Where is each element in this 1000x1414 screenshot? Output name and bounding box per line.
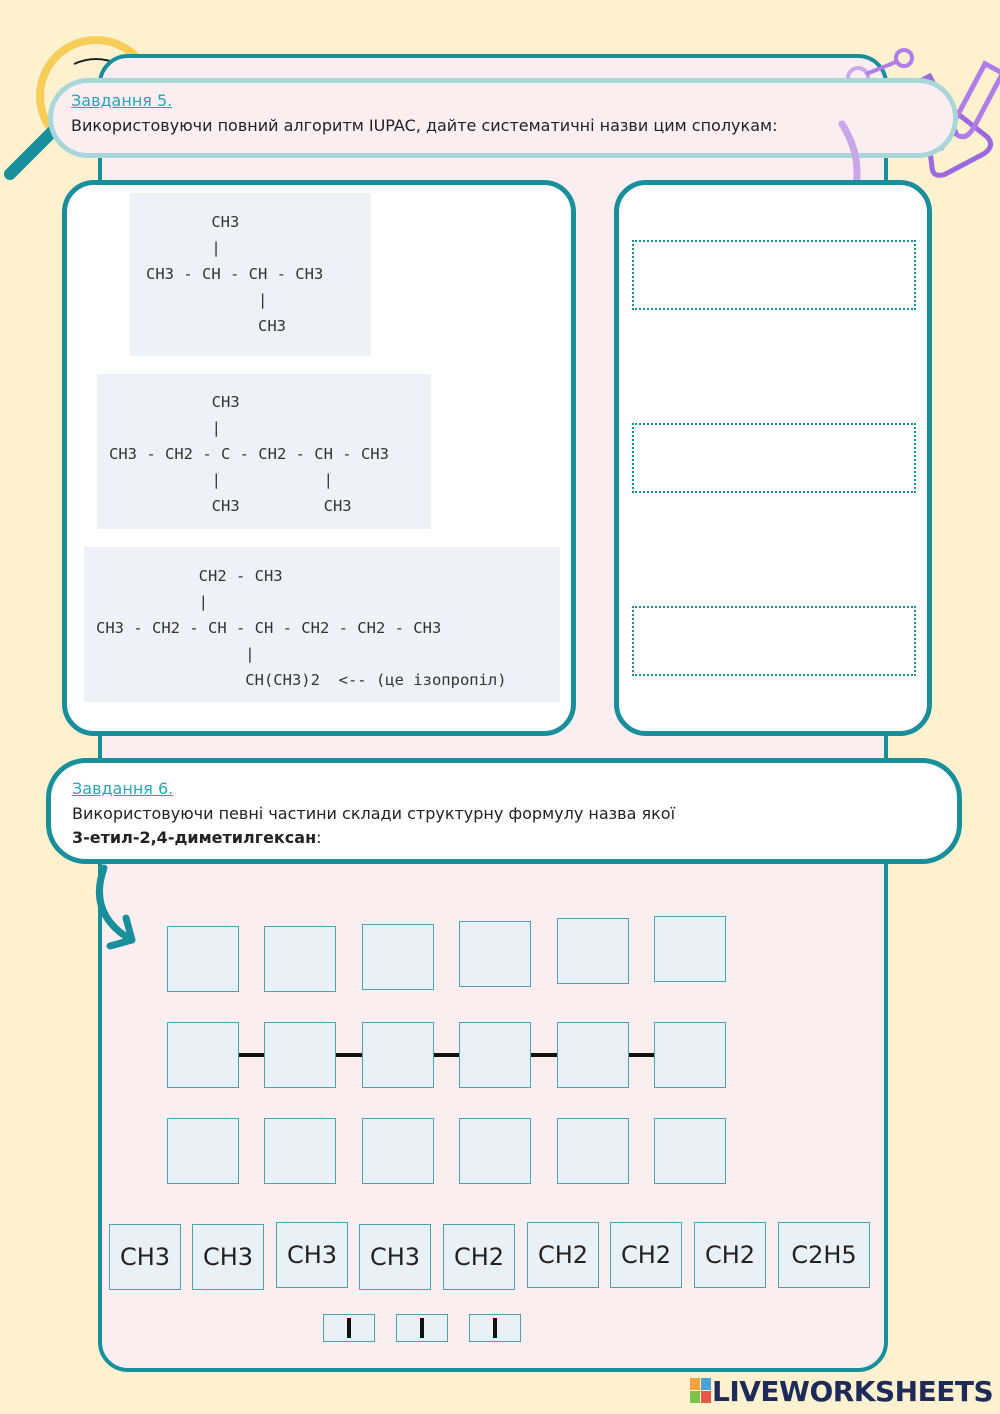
bond-line: [336, 1053, 362, 1057]
tile-ch2-3[interactable]: CH2: [610, 1222, 682, 1288]
task6-title[interactable]: Завдання 6.: [72, 779, 174, 798]
drop-slot-r2-c2[interactable]: [264, 1022, 336, 1088]
bond-line: [531, 1053, 557, 1057]
tile-ch2-2[interactable]: CH2: [527, 1222, 599, 1288]
formula-3: [84, 547, 560, 702]
drop-slot-r3-c4[interactable]: [459, 1118, 531, 1184]
task6-header: [46, 758, 962, 864]
tile-ch3-4[interactable]: CH3: [359, 1224, 431, 1290]
formula-2-text: CH3 | CH3 - CH2 - C - CH2 - CH - CH3 | | CH3 CH3: [109, 393, 389, 515]
drop-slot-r3-c3[interactable]: [362, 1118, 434, 1184]
drop-slot-r2-c1[interactable]: [167, 1022, 239, 1088]
vertical-bond-line: [420, 1318, 424, 1338]
tile-ch2-4[interactable]: CH2: [694, 1222, 766, 1288]
drop-slot-r3-c2[interactable]: [264, 1118, 336, 1184]
compound-name: 3-етил-2,4-диметилгексан: [72, 828, 317, 847]
drop-slot-r1-c4[interactable]: [459, 921, 531, 987]
drop-slot-r1-c2[interactable]: [264, 926, 336, 992]
tile-ch2-1[interactable]: CH2: [443, 1224, 515, 1290]
bond-line: [434, 1053, 459, 1057]
tile-vertical-bond[interactable]: [469, 1314, 521, 1342]
vertical-bond-line: [493, 1318, 497, 1338]
logo-text: LIVEWORKSHEETS: [712, 1374, 994, 1408]
logo-icon: [690, 1378, 712, 1404]
drop-slot-r2-c6[interactable]: [654, 1022, 726, 1088]
drop-slot-r1-c5[interactable]: [557, 918, 629, 984]
vertical-bond-line: [347, 1318, 351, 1338]
drop-slot-r3-c5[interactable]: [557, 1118, 629, 1184]
drop-slot-r2-c3[interactable]: [362, 1022, 434, 1088]
formula-1: [130, 193, 371, 356]
task5-instruction: Використовуючи повний алгоритм IUPAC, дайте систематичні назви цим сполукам:: [71, 116, 778, 135]
drop-slot-r1-c3[interactable]: [362, 924, 434, 990]
bond-line: [629, 1053, 654, 1057]
liveworksheets-logo: [690, 1374, 993, 1408]
formula-3-text: CH2 - CH3 | CH3 - CH2 - CH - CH - CH2 - CH2 - CH3 | CH(CH3)2 <-- (це ізопропіл): [96, 567, 507, 689]
drop-slot-r1-c1[interactable]: [167, 926, 239, 992]
task6-instruction: Використовуючи певні частини склади структурну формулу назва якої: [72, 804, 676, 823]
task6-compound-line: [72, 828, 322, 847]
drop-slot-r1-c6[interactable]: [654, 916, 726, 982]
formula-2: [97, 374, 431, 529]
tile-c2h5[interactable]: C2H5: [778, 1222, 870, 1288]
tile-ch3-3[interactable]: CH3: [276, 1222, 348, 1288]
tile-vertical-bond[interactable]: [323, 1314, 375, 1342]
tile-vertical-bond[interactable]: [396, 1314, 448, 1342]
drop-slot-r3-c6[interactable]: [654, 1118, 726, 1184]
answer-field-3[interactable]: [632, 606, 916, 676]
arrow-curved-icon: [84, 862, 148, 954]
drop-slot-r3-c1[interactable]: [167, 1118, 239, 1184]
tile-ch3-2[interactable]: CH3: [192, 1224, 264, 1290]
tile-ch3-1[interactable]: CH3: [109, 1224, 181, 1290]
answer-field-2[interactable]: [632, 423, 916, 493]
drop-slot-r2-c5[interactable]: [557, 1022, 629, 1088]
drop-slot-r2-c4[interactable]: [459, 1022, 531, 1088]
bond-line: [239, 1053, 264, 1057]
compound-suffix: :: [316, 828, 322, 847]
answer-field-1[interactable]: [632, 240, 916, 310]
formula-1-text: CH3 | CH3 - CH - CH - CH3 | CH3: [146, 213, 324, 335]
task5-title[interactable]: Завдання 5.: [71, 91, 173, 110]
